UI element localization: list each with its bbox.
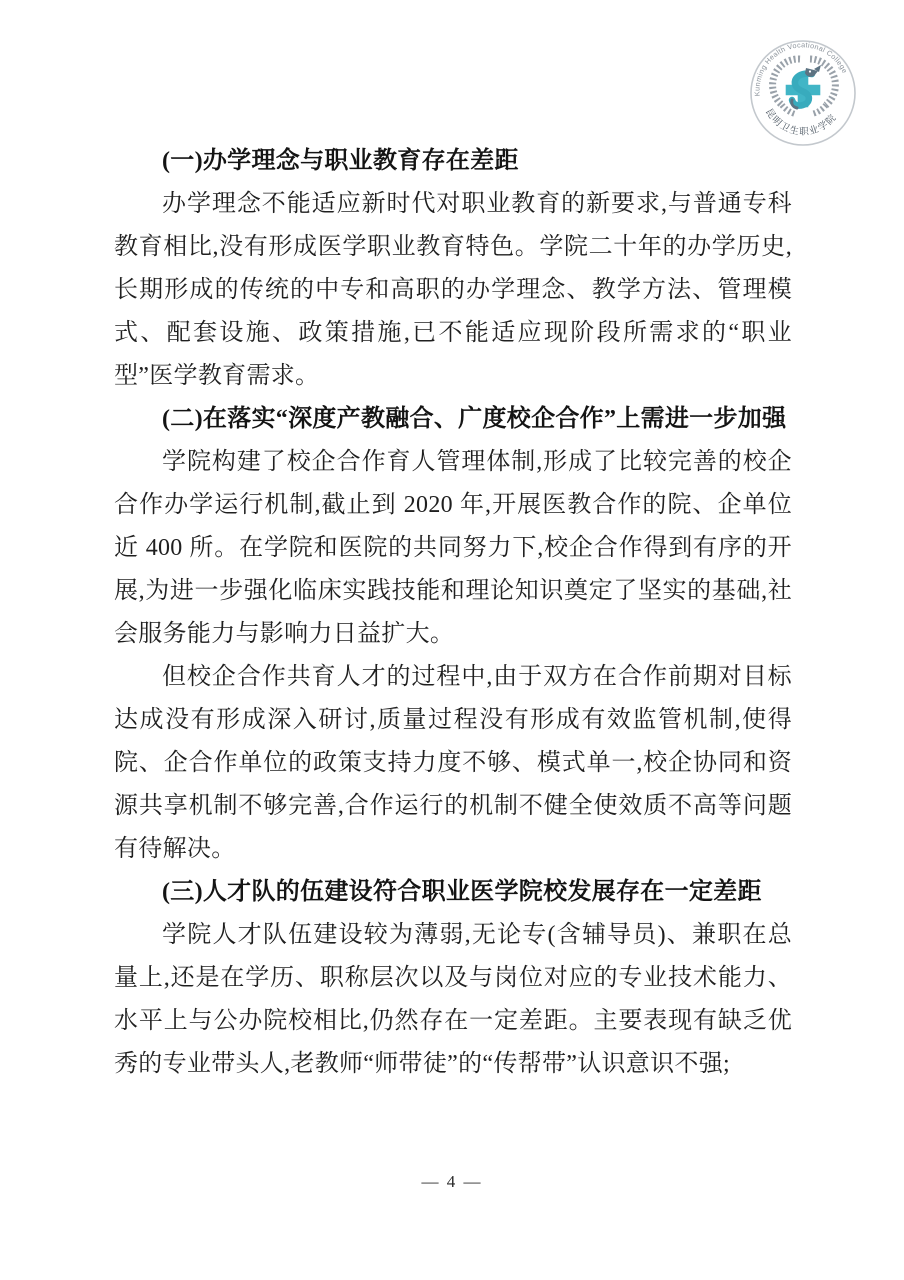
section-3-paragraph-1: 学院人才队伍建设较为薄弱,无论专(含辅导员)、兼职在总量上,还是在学历、职称层次以及与岗位对应的专业技术能力、水平上与公办院校相比,仍然存在一定差距。主要表现有缺乏优秀的专业带头人,老教师“师带徒”的“传帮带”认识意识不强; [114, 922, 792, 1077]
college-seal-logo [748, 38, 858, 148]
document-body [114, 140, 792, 1086]
section-heading-1: (一)办学理念与职业教育存在差距 [162, 148, 519, 174]
section-heading-2: (二)在落实“深度产教融合、广度校企合作”上需进一步加强 [162, 406, 787, 432]
seal-english-text: Kunming Health Vocational College [752, 40, 850, 97]
section-heading-3: (三)人才队的伍建设符合职业医学院校发展存在一定差距 [162, 879, 762, 905]
section-2-paragraph-2: 但校企合作共育人才的过程中,由于双方在合作前期对目标达成没有形成深入研讨,质量过程没有形成有效监管机制,使得院、企合作单位的政策支持力度不够、模式单一,校企协同和资源共享机制不够完善,合作运行的机制不健全使效质不高等问题有待解决。 [114, 664, 792, 862]
section-2-paragraph-1: 学院构建了校企合作育人管理体制,形成了比较完善的校企合作办学运行机制,截止到 2020 年,开展医教合作的院、企单位近 400 所。在学院和医院的共同努力下,校企合作得到有序的开展,为进一步强化临床实践技能和理论知识奠定了坚实的基础,社会服务能力与影响力日益扩大。 [114, 449, 792, 647]
page-number: — 4 — [421, 1172, 483, 1191]
section-1-paragraph-1: 办学理念不能适应新时代对职业教育的新要求,与普通专科教育相比,没有形成医学职业教育特色。学院二十年的办学历史,长期形成的传统的中专和高职的办学理念、教学方法、管理模式、配套设施、政策措施,已不能适应现阶段所需求的“职业型”医学教育需求。 [114, 191, 792, 389]
seal-chinese-text: 昆明卫生职业学院 [762, 106, 840, 138]
